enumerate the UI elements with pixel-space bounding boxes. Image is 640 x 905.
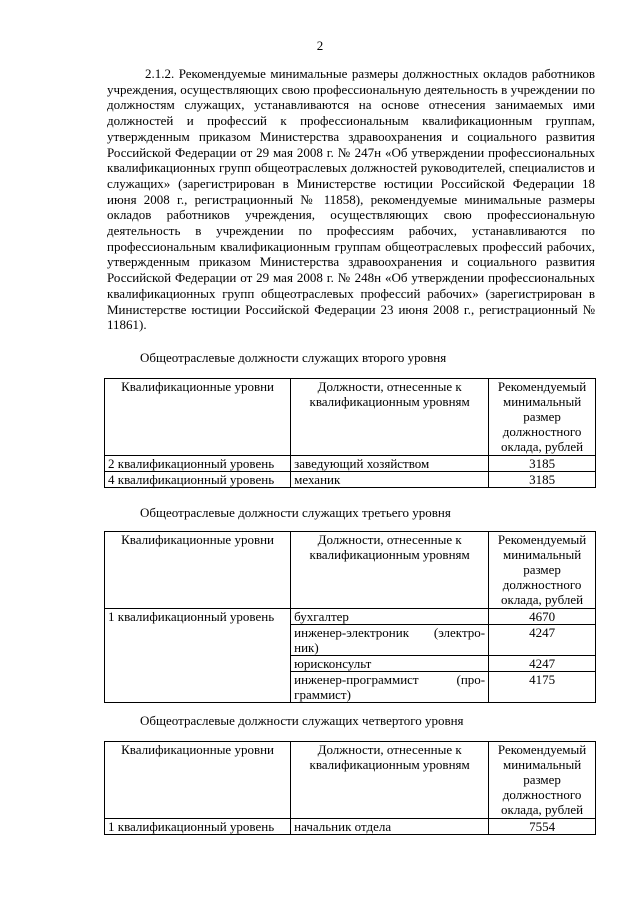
table-row [105,456,596,472]
level-cell [105,672,291,703]
header-positions: Должности, отнесенные к квалификационным уровням [291,379,489,456]
page-number: 2 [316,38,324,53]
table-caption-second-level: Общеотраслевые должности служащих второго уровня [140,350,447,365]
salary-cell: 3185 [489,472,596,488]
position-line: граммист) [294,687,351,702]
header-levels: Квалификационные уровни [105,379,291,456]
position-line: инженер-электроник (электро- [294,625,486,640]
header-levels: Квалификационные уровни [105,532,291,609]
table-row [105,672,596,703]
table-row [105,819,596,835]
body-paragraph: 2.1.2. Рекомендуемые минимальные размеры должностных окладов работников учреждения, осуществляющих свою профессиональную деятельность в учреждении по должностям служащих, устанавливаются на основе отнесения занимаемых ими должностей и профессий к профессиональным квалификационным группам, утвержденным приказом Министерства здравоохранения и социального развития Российской Федерации от 29 мая 2008 г. № 247н «Об утверждении профессиональных квалификационных групп общеотраслевых должностей руководителей, специалистов и служащих» (зарегистрирован в Министерстве юстиции Российской Федерации 18 июня 2008 г., регистрационный № 11858), рекомендуемые минимальные размеры окладов работников учреждения, осуществляющих свою профессиональную деятельность в учреждении по профессиям рабочих, устанавливаются по профессиональным квалификационным группам общеотраслевых профессий рабочих, утвержденным приказом Министерства здравоохранения и социального развития Российской Федерации от 29 мая 2008 г. № 248н «Об утверждении профессиональных квалификационных групп общеотраслевых профессий рабочих» (зарегистрирован в Министерстве юстиции Российской Федерации 23 июня 2008 г., регистрационный № 11861). [107,66,595,333]
table-fourth-level [104,741,596,835]
salary-cell: 4247 [489,656,596,672]
table-row [105,472,596,488]
header-salary: Рекомендуемый минимальный размер должностного оклада, рублей [489,532,596,609]
level-cell: 4 квалификационный уровень [105,472,291,488]
table-third-level [104,531,596,703]
table-header-row [105,532,596,609]
salary-cell: 3185 [489,456,596,472]
position-cell: заведующий хозяйством [291,456,489,472]
position-cell [291,625,489,656]
level-cell [105,625,291,656]
header-positions: Должности, отнесенные к квалификационным уровням [291,742,489,819]
salary-cell: 4670 [489,609,596,625]
header-salary: Рекомендуемый минимальный размер должностного оклада, рублей [489,742,596,819]
salary-cell: 4247 [489,625,596,656]
position-cell: юрисконсульт [291,656,489,672]
table-row [105,656,596,672]
salary-cell: 7554 [489,819,596,835]
level-cell: 1 квалификационный уровень [105,819,291,835]
level-cell: 1 квалификационный уровень [105,609,291,625]
salary-cell: 4175 [489,672,596,703]
table-header-row [105,742,596,819]
position-cell: бухгалтер [291,609,489,625]
table-row [105,625,596,656]
header-levels: Квалификационные уровни [105,742,291,819]
header-salary: Рекомендуемый минимальный размер должностного оклада, рублей [489,379,596,456]
level-cell [105,656,291,672]
table-second-level [104,378,596,488]
header-positions: Должности, отнесенные к квалификационным уровням [291,532,489,609]
position-cell [291,672,489,703]
position-line: ник) [294,640,319,655]
position-line: инженер-программист (про- [294,672,486,687]
level-cell: 2 квалификационный уровень [105,456,291,472]
table-caption-third-level: Общеотраслевые должности служащих третьего уровня [140,505,451,520]
position-cell: начальник отдела [291,819,489,835]
position-cell: механик [291,472,489,488]
table-header-row [105,379,596,456]
table-caption-fourth-level: Общеотраслевые должности служащих четвертого уровня [140,713,464,728]
table-row [105,609,596,625]
